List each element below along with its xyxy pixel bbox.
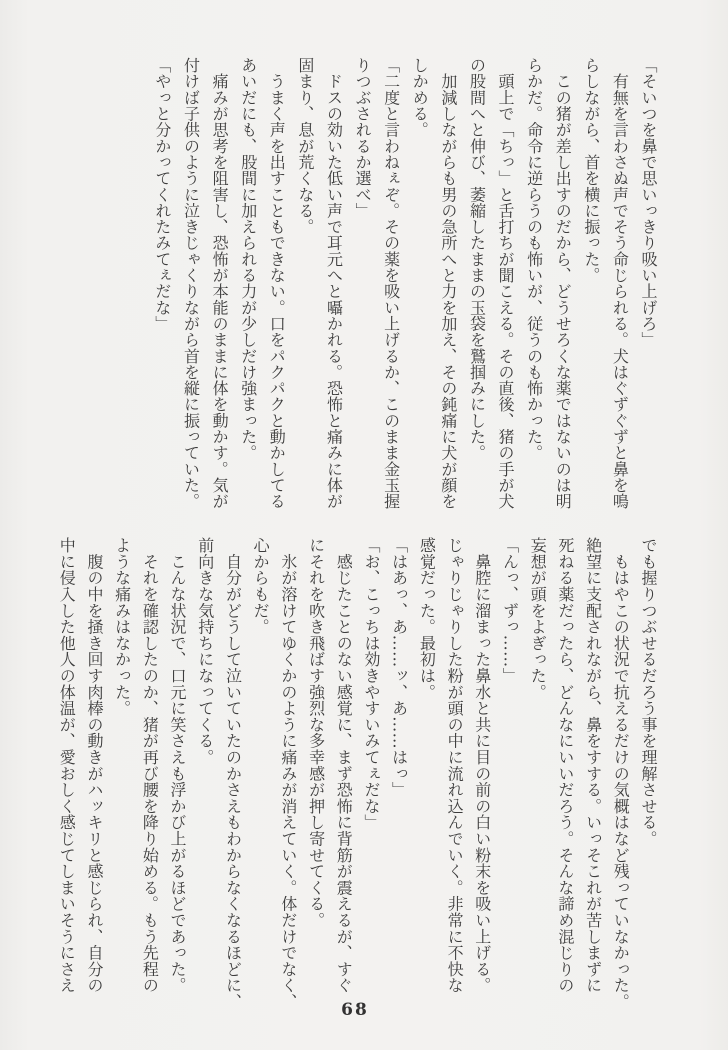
text-column: 有無を言わさぬ声でそう命じられる。犬はぐずぐずと鼻を鳴: [610, 57, 630, 510]
text-column: 腹の中を掻き回す肉棒の動きがハッキリと感じられ、自分の: [84, 537, 104, 994]
text-column: 妄想が頭をよぎった。: [528, 537, 548, 700]
text-column: 頭上で「ちっ」と舌打ちが聞こえる。その直後、猪の手が犬: [496, 57, 516, 510]
text-column: らしながら、首を横に振った。: [581, 57, 601, 284]
text-column: 感覚だった。最初は。: [417, 537, 437, 700]
text-column: 感じたことのない感覚に、まず恐怖に背筋が震えるが、すぐ: [334, 537, 354, 994]
text-column: 「そいつを鼻で思いっきり吸い上げろ」: [639, 57, 658, 348]
text-column: この猪が差し出すのだから、どうせろくな薬ではないのは明: [553, 57, 573, 510]
text-column: 「二度と言わねぇぞ。その薬を吸い上げるか、このまま金玉握: [381, 57, 401, 510]
text-column: 死ねる薬だったら、どんなにいいだろう。そんな諦め混じりの: [555, 537, 575, 994]
page-number: 68: [341, 1000, 369, 1020]
text-column: 「やっと分かってくれたみてぇだな」: [152, 57, 172, 332]
text-column: じゃりじゃりした粉が頭の中に流れ込んでいく。非常に不快な: [445, 537, 465, 994]
top-text-block: [147, 57, 662, 509]
text-column: 「はあっ、あ……ッ、あ……はっ」: [389, 537, 409, 798]
text-column: 絶望に支配されながら、鼻をすする。いっそこれが苦しまずに: [583, 537, 603, 994]
text-column: 加減しながらも男の急所へと力を加え、その鈍痛に犬が顔を: [438, 57, 458, 510]
text-column: 付けば子供のように泣きじゃくりながら首を縦に振っていた。: [181, 57, 201, 510]
text-column: ドスの効いた低い声で耳元へと囁かれる。恐怖と痛みに体が: [324, 57, 344, 510]
text-column: 固まり、息が荒くなる。: [295, 57, 315, 235]
text-column: でも握りつぶせるだろう事を理解させる。: [639, 537, 658, 847]
text-column: にそれを吹き飛ばす強烈な多幸感が押し寄せてくる。: [306, 537, 326, 929]
text-column: りつぶされるか選べ」: [353, 57, 373, 219]
text-column: しかめる。: [410, 57, 430, 138]
text-column: 鼻腔に溜まった鼻水と共に目の前の白い粉末を吸い上げる。: [472, 537, 492, 994]
text-column: ような痛みはなかった。: [112, 537, 132, 717]
text-column: あいだにも、股間に加えられる力が少しだけ強まった。: [238, 57, 258, 461]
text-column: 心からもだ。: [251, 537, 271, 635]
text-column: うまく声を出すこともできない。口をパクパクと動かしてる: [267, 57, 287, 510]
text-column: もはやこの状況で抗えるだけの気概はなど残っていなかった。: [611, 537, 631, 1010]
text-column: こんな状況で、口元に笑さえも浮かび上がるほどであった。: [168, 537, 188, 994]
text-column: 中に侵入した他人の体温が、愛おしく感じてしまいそうにさえ: [57, 537, 77, 994]
text-column: 前向きな気持ちになってくる。: [195, 537, 215, 766]
text-column: 「お、こっちは効きやすいみてぇだな」: [361, 537, 381, 831]
text-column: らかだ。命令に逆らうのも怖いが、従うのも怖かった。: [524, 57, 544, 461]
text-column: それを確認したのか、猪が再び腰を降り始める。もう先程の: [140, 537, 160, 994]
text-column: の股間へと伸び、萎縮したままの玉袋を鷲掴みにした。: [467, 57, 487, 461]
text-column: 氷が溶けてゆくかのように痛みが消えていく。体だけでなく、: [278, 537, 298, 1010]
text-column: 「んっ、ずっ……」: [500, 537, 520, 684]
text-column: 痛みが思考を阻害し、恐怖が本能のままに体を動かす。気が: [210, 57, 230, 510]
text-column: 自分がどうして泣いていたのかさえもわからなくなるほどに、: [223, 537, 243, 1010]
